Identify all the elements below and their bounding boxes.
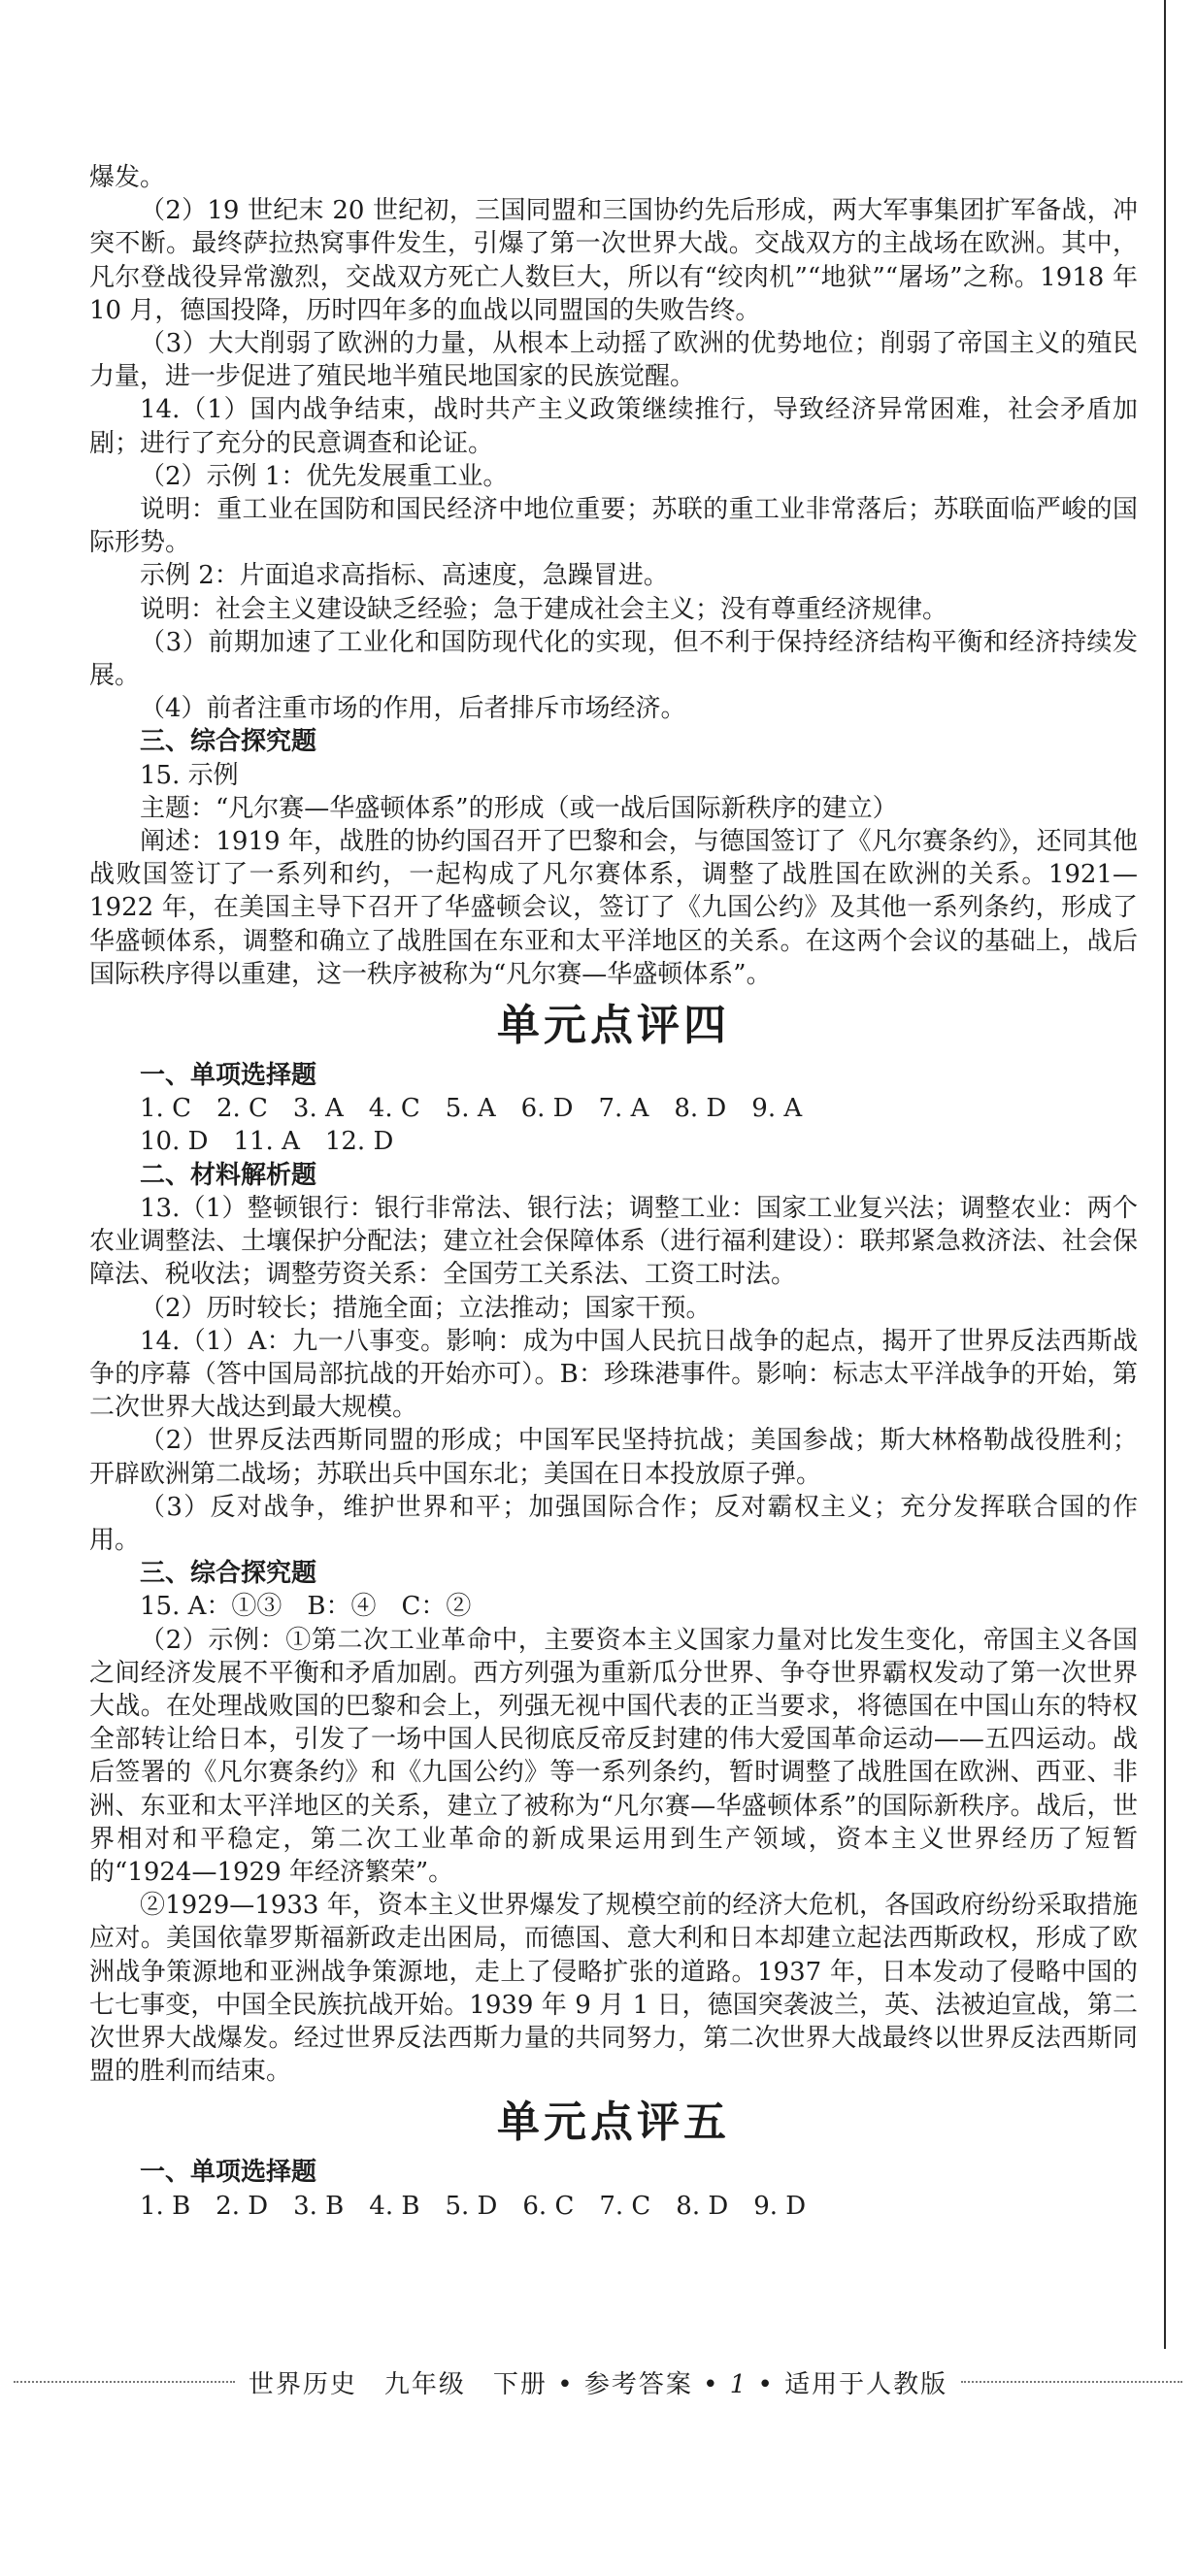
answer-paragraph: （3）大大削弱了欧洲的力量，从根本上动摇了欧洲的优势地位；削弱了帝国主义的殖民力量，进一步促进了殖民地半殖民地国家的民族觉醒。 [89,329,1138,392]
footer-section: 参考答案 [583,2369,693,2399]
answer-paragraph: ②1929—1933 年，资本主义世界爆发了规模空前的经济大危机，各国政府纷纷采取措施应对。美国依靠罗斯福新政走出困局，而德国、意大利和日本却建立起法西斯政权，形成了欧洲战争策源地和亚洲战争策源地，走上了侵略扩张的道路。1937 年，日本发动了侵略中国的七七事变，中国全民族抗战开始。1939 年 9 月 1 日，德国突袭波兰，英、法被迫宣战，第二次世界大战爆发。经过世界反法西斯力量的共同努力，第二次世界大战最终以世界反法西斯同盟的胜利而结束。 [89,1891,1138,2087]
footer-page-number: 1 [729,2369,748,2399]
footer-text [249,2364,947,2400]
section-heading: 二、材料解析题 [140,1160,317,1190]
page-footer [0,2362,1196,2401]
footer-volume: 下册 [492,2369,548,2399]
answer-paragraph: （2）世界反法西斯同盟的形成；中国军民坚持抗战；美国参战；斯大林格勒战役胜利；开辟欧洲第二战场；苏联出兵中国东北；美国在日本投放原子弹。 [89,1426,1138,1489]
answer-paragraph: 1. C 2. C 3. A 4. C 5. A 6. D 7. A 8. D 9. A [140,1094,803,1124]
section-heading: 三、综合探究题 [140,1559,317,1589]
right-margin-rule [1164,0,1166,2349]
footer-separator: • [748,2369,785,2399]
footer-separator: • [547,2369,584,2399]
answer-paragraph: 主题：“凡尔赛—华盛顿体系”的形成（或一战后国际新秩序的建立） [140,793,898,823]
answer-paragraph: 15. 示例 [140,760,239,790]
answer-paragraph: （3）反对战争，维护世界和平；加强国际合作；反对霸权主义；充分发挥联合国的作用。 [89,1492,1138,1555]
answer-paragraph: 14.（1）国内战争结束，战时共产主义政策继续推行，导致经济异常困难，社会矛盾加剧；进行了充分的民意调查和论证。 [89,395,1138,458]
answer-paragraph: 说明：重工业在国防和国民经济中地位重要；苏联的重工业非常落后；苏联面临严峻的国际形势。 [89,495,1138,558]
section-heading: 一、单项选择题 [140,2158,317,2188]
answer-paragraph: （2）示例：①第二次工业革命中，主要资本主义国家力量对比发生变化，帝国主义各国之间经济发展不平衡和矛盾加剧。西方列强为重新瓜分世界、争夺世界霸权发动了第一次世界大战。在处理战败国的巴黎和会上，列强无视中国代表的正当要求，将德国在中国山东的特权全部转让给日本，引发了一场中国人民彻底反帝反封建的伟大爱国革命运动——五四运动。战后签署的《凡尔赛条约》和《九国公约》等一系列条约，暂时调整了战胜国在欧洲、西亚、非洲、东亚和太平洋地区的关系，建立了被称为“凡尔赛—华盛顿体系”的国际新秩序。战后，世界相对和平稳定，第二次工业革命的新成果运用到生产领域，资本主义世界经历了短暂的“1924—1929 年经济繁荣”。 [89,1625,1138,1887]
footer-separator: • [692,2369,730,2399]
footer-grade: 九年级 [383,2369,466,2399]
answer-paragraph: 1. B 2. D 3. B 4. B 5. D 6. C 7. C 8. D 9. D [140,2191,807,2221]
section-title: 单元点评五 [497,2097,730,2148]
answer-paragraph: （3）前期加速了工业化和国防现代化的实现，但不利于保持经济结构平衡和经济持续发展。 [89,627,1138,691]
answer-paragraph: 示例 2：片面追求高指标、高速度，急躁冒进。 [140,561,669,591]
answer-paragraph: （2）历时较长；措施全面；立法推动；国家干预。 [140,1293,712,1323]
answer-paragraph: （2）示例 1：优先发展重工业。 [140,461,509,491]
answer-paragraph: 13.（1）整顿银行：银行非常法、银行法；调整工业：国家工业复兴法；调整农业：两个农业调整法、土壤保护分配法；建立社会保障体系（进行福利建设）：联邦紧急救济法、社会保障法、税收法；调整劳资关系：全国劳工关系法、工资工时法。 [89,1193,1138,1290]
answer-key-body [89,161,1138,2223]
answer-paragraph: 10. D 11. A 12. D [140,1127,394,1157]
footer-dots-right [961,2381,1182,2383]
answer-paragraph: （4）前者注重市场的作用，后者排斥市场经济。 [140,694,686,724]
answer-paragraph: 爆发。 [89,163,166,192]
section-heading: 一、单项选择题 [140,1061,317,1091]
section-title: 单元点评四 [497,1001,730,1051]
footer-dots-left [14,2381,235,2383]
answer-paragraph: （2）19 世纪末 20 世纪初，三国同盟和三国协约先后形成，两大军事集团扩军备战，冲突不断。最终萨拉热窝事件发生，引爆了第一次世界大战。交战双方的主战场在欧洲。其中，凡尔登战役异常激烈，交战双方死亡人数巨大，所以有“绞肉机”“地狱”“屠场”之称。1918 年 10 月，德国投降，历时四年多的血战以同盟国的失败告终。 [89,196,1138,325]
answer-paragraph: 15. A：①③ B：④ C：② [140,1592,472,1622]
answer-paragraph: 阐述：1919 年，战胜的协约国召开了巴黎和会，与德国签订了《凡尔赛条约》，还同其他战败国签订了一系列和约，一起构成了凡尔赛体系，调整了战胜国在欧洲的关系。1921—1922 年，在美国主导下召开了华盛顿会议，签订了《九国公约》及其他一系列条约，形成了华盛顿体系，调整和确立了战胜国在东亚和太平洋地区的关系。在这两个会议的基础上，战后国际秩序得以重建，这一秩序被称为“凡尔赛—华盛顿体系”。 [89,827,1138,989]
answer-paragraph: 说明：社会主义建设缺乏经验；急于建成社会主义；没有尊重经济规律。 [140,594,948,624]
footer-edition: 适用于人教版 [784,2369,948,2399]
footer-subject: 世界历史 [248,2369,357,2399]
answer-paragraph: 14.（1）A：九一八事变。影响：成为中国人民抗日战争的起点，揭开了世界反法西斯战争的序幕（答中国局部抗战的开始亦可）。B：珍珠港事件。影响：标志太平洋战争的开始，第二次世界大战达到最大规模。 [89,1326,1138,1423]
section-heading: 三、综合探究题 [140,727,317,757]
